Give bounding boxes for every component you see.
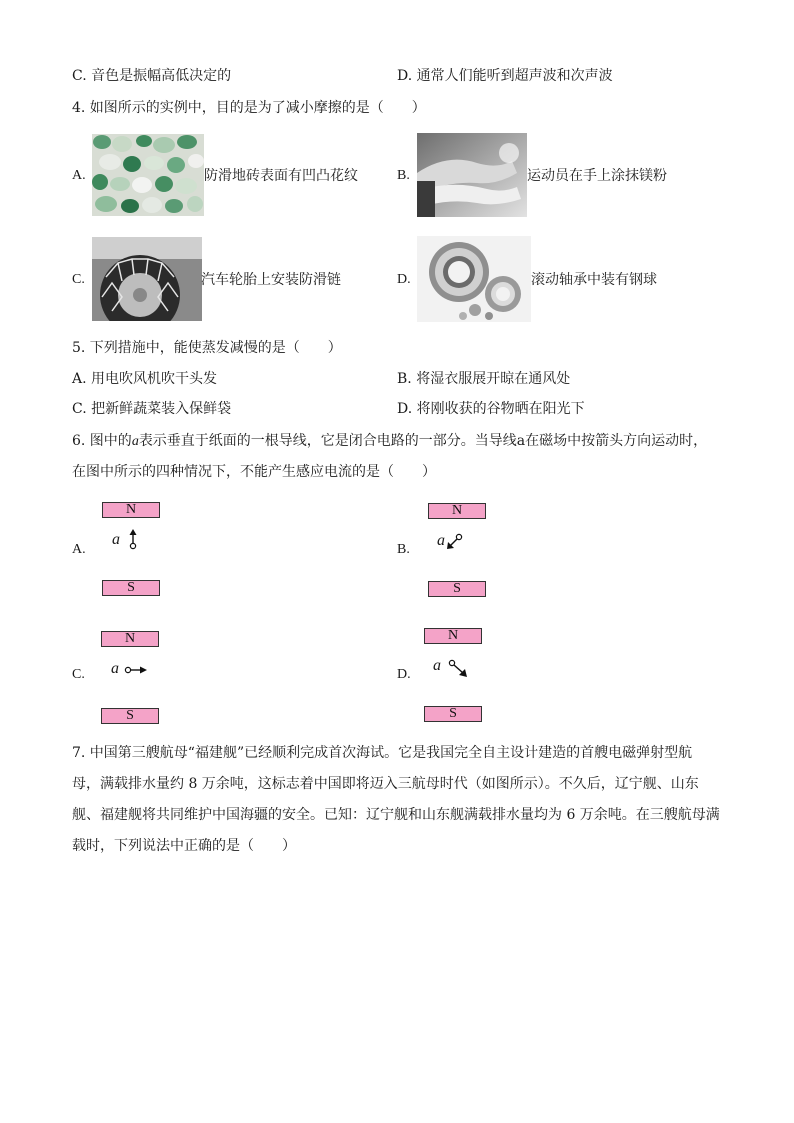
q7-line3: 舰、福建舰将共同维护中国海疆的安全。已知：辽宁舰和山东舰满载排水量均为 6 万余吨。在三艘航母满 [72,807,720,823]
magnet-south-a: S [102,580,160,596]
q7-line4: 载时，下列说法中正确的是（ ） [72,838,296,854]
magnet-north-a: N [102,502,160,518]
q4-stem: 4. 如图所示的实例中，目的是为了减小摩擦的是（ ） [72,100,426,116]
magnet-south-c: S [101,708,159,724]
q4-option-c-letter: C. [72,272,85,287]
wire-label-c: a [111,660,119,677]
q5-option-b: B. 将湿衣服展开晾在通风处 [397,371,571,387]
q5-stem: 5. 下列措施中，能使蒸发减慢的是（ ） [72,340,342,356]
q4-option-d-letter: D. [397,272,411,287]
arrow-up-icon [126,528,140,550]
magnet-south-d: S [424,706,482,722]
q6-option-c-letter: C. [72,667,85,682]
wire-label-d: a [433,657,441,674]
q6-stem-variable: a [131,434,139,449]
q6-stem-rest: 表示垂直于纸面的一根导线，它是闭合电路的一部分。当导线a在磁场中按箭头方向运动时， [138,433,708,449]
q5-option-d: D. 将刚收获的谷物晒在阳光下 [397,401,585,417]
q4-option-c-text: 汽车轮胎上安装防滑链 [201,272,341,288]
magnet-south-b: S [428,581,486,597]
q6-stem-prefix: 6. 图中的 [72,433,132,449]
arrow-right-icon [123,663,149,677]
q5-option-c: C. 把新鲜蔬菜装入保鲜袋 [72,401,232,417]
magnet-north-c: N [101,631,159,647]
ball-bearing-image [417,236,531,322]
q6-option-b-letter: B. [397,542,410,557]
q6-stem-line2: 在图中所示的四种情况下，不能产生感应电流的是（ ） [72,464,436,480]
q3-option-d: D. 通常人们能听到超声波和次声波 [397,68,613,84]
q6-stem-line1 [72,432,707,451]
q7-line2: 母，满载排水量约 8 万余吨，这标志着中国即将迈入三航母时代（如图所示）。不久后，辽宁舰、山东 [72,776,699,792]
q4-option-b-letter: B. [397,168,410,183]
tire-chain-image [92,237,202,321]
q6-option-a-letter: A. [72,542,86,557]
q4-option-b-text: 运动员在手上涂抹镁粉 [527,168,667,184]
q3-option-c: C. 音色是振幅高低决定的 [72,68,232,84]
magnet-north-b: N [428,503,486,519]
arrow-diagonal-down-left-icon [444,532,466,552]
q6-option-d-letter: D. [397,667,411,682]
chalk-hands-image [417,133,527,217]
wire-label-a: a [112,531,120,548]
q7-line1: 7. 中国第三艘航母“福建舰”已经顺利完成首次海试。它是我国完全自主设计建造的首艘电磁弹射型航 [72,745,693,761]
q5-option-a: A. 用电吹风机吹干头发 [72,371,218,387]
q4-option-a-text: 防滑地砖表面有凹凸花纹 [204,168,358,184]
anti-slip-tile-image [92,134,204,216]
wire-label-b: a [437,532,445,549]
q4-option-d-text: 滚动轴承中装有钢球 [531,272,657,288]
magnet-north-d: N [424,628,482,644]
arrow-diagonal-down-right-icon [447,658,471,680]
q4-option-a-letter: A. [72,168,86,183]
